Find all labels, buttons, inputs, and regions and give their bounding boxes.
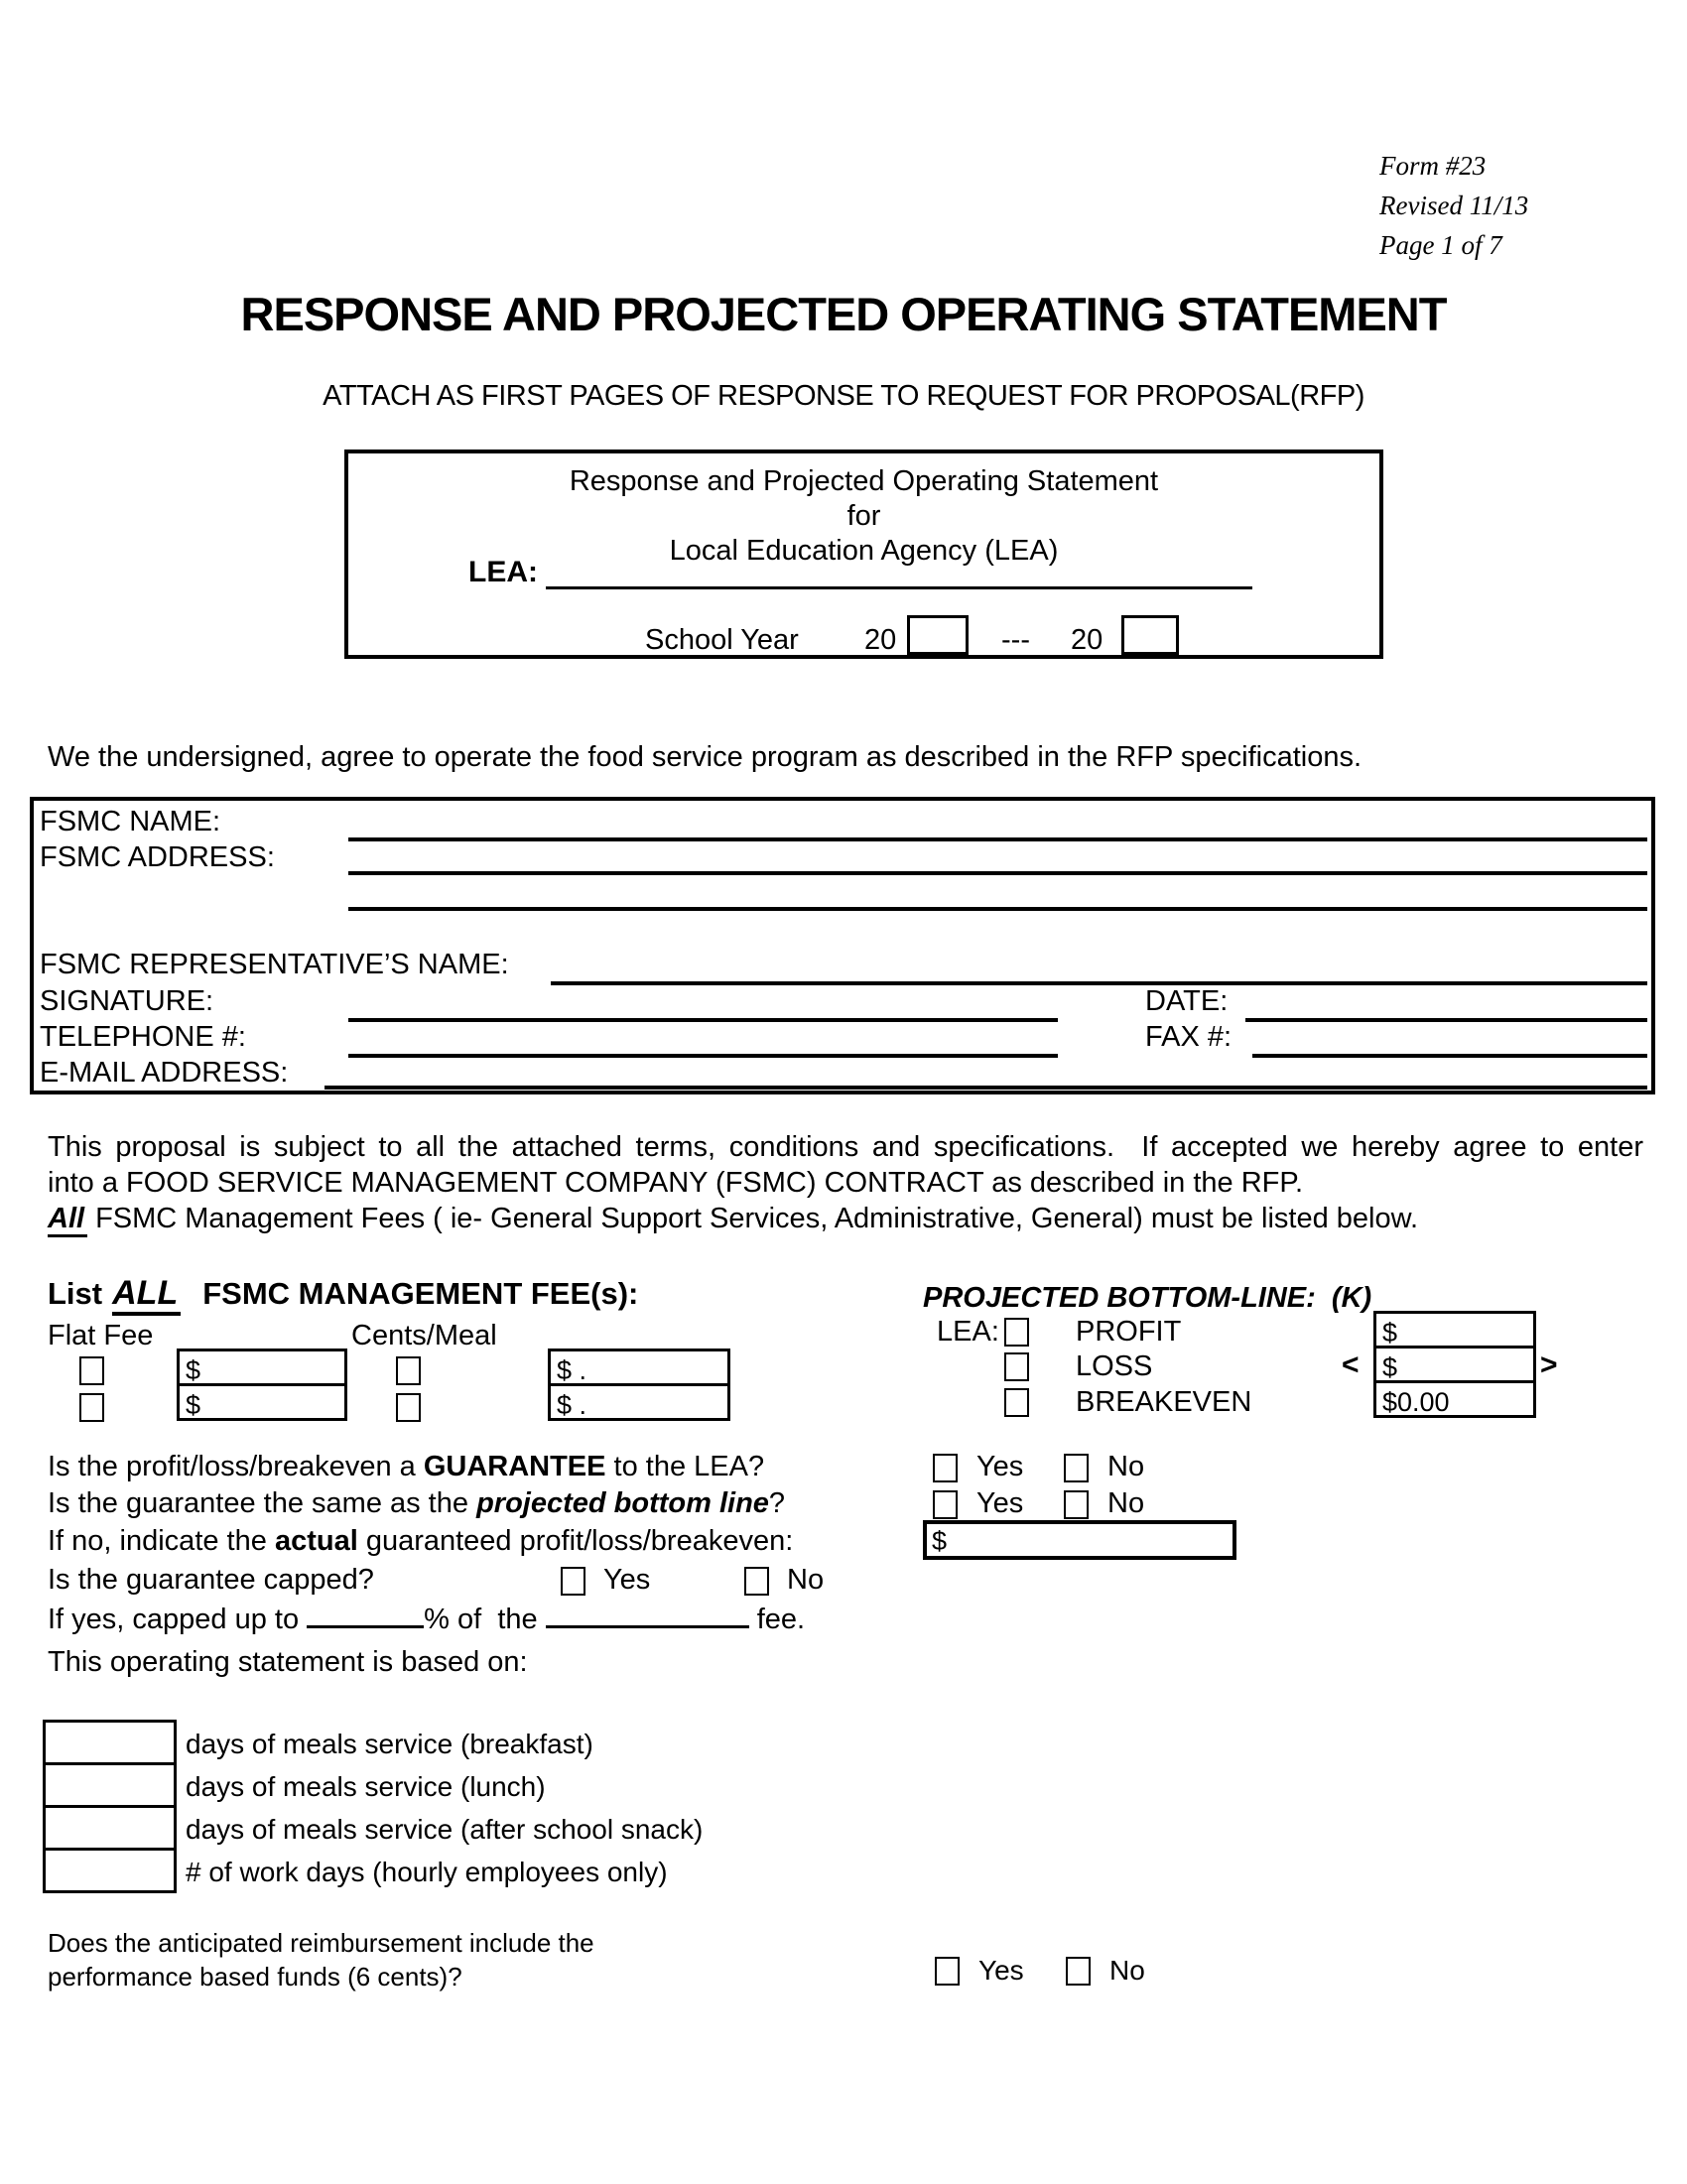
lunch-days-box[interactable] [43, 1762, 177, 1808]
fsmc-address-label: FSMC ADDRESS: [40, 841, 275, 873]
loss-label: LOSS [1076, 1350, 1153, 1382]
signature-field[interactable] [348, 1018, 1058, 1022]
reimbursement-question-line2: performance based funds (6 cents)? [48, 1962, 462, 1991]
work-days-label: # of work days (hourly employees only) [186, 1857, 668, 1887]
fsmc-address-field-line2[interactable] [348, 907, 1647, 911]
reimbursement-question-line1: Does the anticipated reimbursement include the [48, 1928, 594, 1958]
guarantee-question-bold: GUARANTEE [423, 1451, 606, 1482]
fsmc-name-field[interactable] [348, 837, 1647, 841]
breakfast-days-box[interactable] [43, 1720, 177, 1765]
fax-field[interactable] [1252, 1054, 1647, 1058]
fsmc-name-label: FSMC NAME: [40, 806, 221, 837]
school-year-end-box[interactable] [1121, 615, 1179, 655]
fee-heading-list: List [48, 1276, 103, 1311]
flat-fee-column-label: Flat Fee [48, 1320, 154, 1351]
form-number: Form #23 [1379, 151, 1487, 181]
actual-guarantee-question [48, 1525, 793, 1558]
breakeven-checkbox[interactable] [1004, 1388, 1029, 1417]
capped-no-label: No [787, 1564, 825, 1596]
same-yes-label: Yes [976, 1487, 1024, 1519]
proposal-terms-line1: This proposal is subject to all the attached terms, conditions and specifications. If accepted we hereby agree to enter [48, 1131, 1643, 1163]
loss-close-bracket: > [1540, 1349, 1558, 1381]
snack-days-label: days of meals service (after school snack) [186, 1814, 704, 1845]
page-subtitle: ATTACH AS FIRST PAGES OF RESPONSE TO REQUEST FOR PROPOSAL(RFP) [323, 380, 1364, 412]
guarantee-no-label: No [1107, 1451, 1145, 1482]
cents-meal-column-label: Cents/Meal [351, 1320, 497, 1351]
same-no-label: No [1107, 1487, 1145, 1519]
breakfast-days-label: days of meals service (breakfast) [186, 1729, 593, 1759]
fsmc-representative-field[interactable] [551, 981, 1647, 985]
telephone-label: TELEPHONE #: [40, 1021, 246, 1053]
reimbursement-yes-checkbox[interactable] [935, 1957, 960, 1986]
guarantee-question [48, 1451, 764, 1483]
capped-detail-mid: % of the [424, 1604, 546, 1635]
date-label: DATE: [1145, 985, 1229, 1017]
lunch-days-label: days of meals service (lunch) [186, 1771, 546, 1802]
guarantee-question-pre: Is the profit/loss/breakeven a [48, 1451, 424, 1482]
fax-label: FAX #: [1145, 1021, 1233, 1053]
cents-meal-checkbox-1[interactable] [396, 1356, 421, 1385]
lea-name-field[interactable] [546, 586, 1252, 589]
school-year-end-prefix: 20 [1071, 624, 1103, 656]
lea-name-label: LEA: [468, 556, 538, 588]
telephone-field[interactable] [348, 1054, 1058, 1058]
capped-fee-type-field[interactable] [546, 1602, 749, 1628]
work-days-box[interactable] [43, 1848, 177, 1893]
cents-meal-amount-box-1[interactable]: $ . [548, 1349, 730, 1386]
flat-fee-amount-box-1[interactable]: $ [177, 1349, 347, 1386]
flat-fee-checkbox-2[interactable] [79, 1393, 104, 1422]
capped-question: Is the guarantee capped? [48, 1564, 374, 1596]
guarantee-yes-label: Yes [976, 1451, 1024, 1482]
school-year-start-box[interactable] [907, 615, 969, 655]
breakeven-label: BREAKEVEN [1076, 1386, 1252, 1418]
form-meta [1379, 146, 1528, 265]
capped-yes-checkbox[interactable] [561, 1567, 585, 1596]
basis-heading: This operating statement is based on: [48, 1646, 528, 1678]
form-revision-date: Revised 11/13 [1379, 191, 1529, 220]
fee-heading-all: ALL [112, 1274, 181, 1316]
same-yes-checkbox[interactable] [933, 1490, 958, 1519]
fsmc-representative-label: FSMC REPRESENTATIVE’S NAME: [40, 949, 509, 980]
actual-question-pre: If no, indicate the [48, 1525, 275, 1557]
page-title: RESPONSE AND PROJECTED OPERATING STATEMENT [240, 288, 1447, 340]
same-question-emphasis: projected bottom line [476, 1487, 769, 1519]
profit-checkbox[interactable] [1004, 1318, 1029, 1347]
email-label: E-MAIL ADDRESS: [40, 1057, 289, 1089]
reimbursement-no-label: No [1109, 1955, 1145, 1986]
actual-guarantee-amount-box[interactable]: $ [923, 1520, 1236, 1560]
capped-no-checkbox[interactable] [744, 1567, 769, 1596]
reimbursement-yes-label: Yes [978, 1955, 1024, 1986]
school-year-separator: --- [1001, 624, 1030, 656]
projected-bottom-line-heading: PROJECTED BOTTOM-LINE: (K) [923, 1282, 1372, 1314]
same-as-bottom-line-question [48, 1487, 785, 1520]
all-fees-emphasis: All [48, 1203, 87, 1237]
flat-fee-amount-box-2[interactable]: $ [177, 1383, 347, 1421]
lea-box-heading-line1: Response and Projected Operating Statement [569, 465, 1159, 497]
breakeven-amount-box[interactable]: $0.00 [1373, 1380, 1536, 1418]
proposal-terms-line3 [48, 1203, 1418, 1235]
fee-section-heading [48, 1274, 638, 1313]
bottom-line-lea-label: LEA: [937, 1316, 999, 1348]
loss-open-bracket: < [1342, 1349, 1360, 1381]
capped-detail-pre: If yes, capped up to [48, 1604, 308, 1635]
email-field[interactable] [324, 1086, 1647, 1090]
profit-amount-box[interactable]: $ [1373, 1311, 1536, 1349]
cents-meal-checkbox-2[interactable] [396, 1393, 421, 1422]
school-year-label: School Year [645, 624, 799, 656]
flat-fee-checkbox-1[interactable] [79, 1356, 104, 1385]
snack-days-box[interactable] [43, 1805, 177, 1851]
actual-question-bold: actual [274, 1525, 358, 1557]
reimbursement-no-checkbox[interactable] [1066, 1957, 1091, 1986]
guarantee-question-post: to the LEA? [605, 1451, 765, 1482]
loss-checkbox[interactable] [1004, 1352, 1029, 1381]
loss-amount-box[interactable]: $ [1373, 1346, 1536, 1383]
capped-detail-line [48, 1602, 805, 1636]
fee-heading-rest: FSMC MANAGEMENT FEE(s): [202, 1276, 639, 1311]
same-question-pre: Is the guarantee the same as the [48, 1487, 477, 1519]
proposal-terms-line2: into a FOOD SERVICE MANAGEMENT COMPANY (FSMC) CONTRACT as described in the RFP. [48, 1167, 1304, 1199]
signature-label: SIGNATURE: [40, 985, 214, 1017]
school-year-start-prefix: 20 [864, 624, 897, 656]
cents-meal-amount-box-2[interactable]: $ . [548, 1383, 730, 1421]
form-page-number: Page 1 of 7 [1379, 230, 1502, 260]
lea-statement-box [344, 450, 1383, 659]
lea-box-heading-line2: for [846, 500, 881, 532]
guarantee-yes-checkbox[interactable] [933, 1454, 958, 1482]
guarantee-no-checkbox[interactable] [1064, 1454, 1089, 1482]
capped-detail-post: fee. [748, 1604, 806, 1635]
date-field[interactable] [1245, 1018, 1647, 1022]
same-question-post: ? [768, 1487, 786, 1519]
agreement-statement: We the undersigned, agree to operate the food service program as described in the RFP specifications. [48, 741, 1363, 773]
all-fees-text: FSMC Management Fees ( ie- General Support Services, Administrative, General) must be listed below. [95, 1203, 1419, 1234]
fsmc-address-field-line1[interactable] [348, 871, 1647, 875]
capped-yes-label: Yes [603, 1564, 651, 1596]
same-no-checkbox[interactable] [1064, 1490, 1089, 1519]
actual-question-post: guaranteed profit/loss/breakeven: [357, 1525, 794, 1557]
lea-box-heading-line3: Local Education Agency (LEA) [669, 535, 1059, 567]
fsmc-info-table [30, 797, 1655, 1094]
capped-percentage-field[interactable] [307, 1602, 424, 1628]
profit-label: PROFIT [1076, 1316, 1182, 1348]
